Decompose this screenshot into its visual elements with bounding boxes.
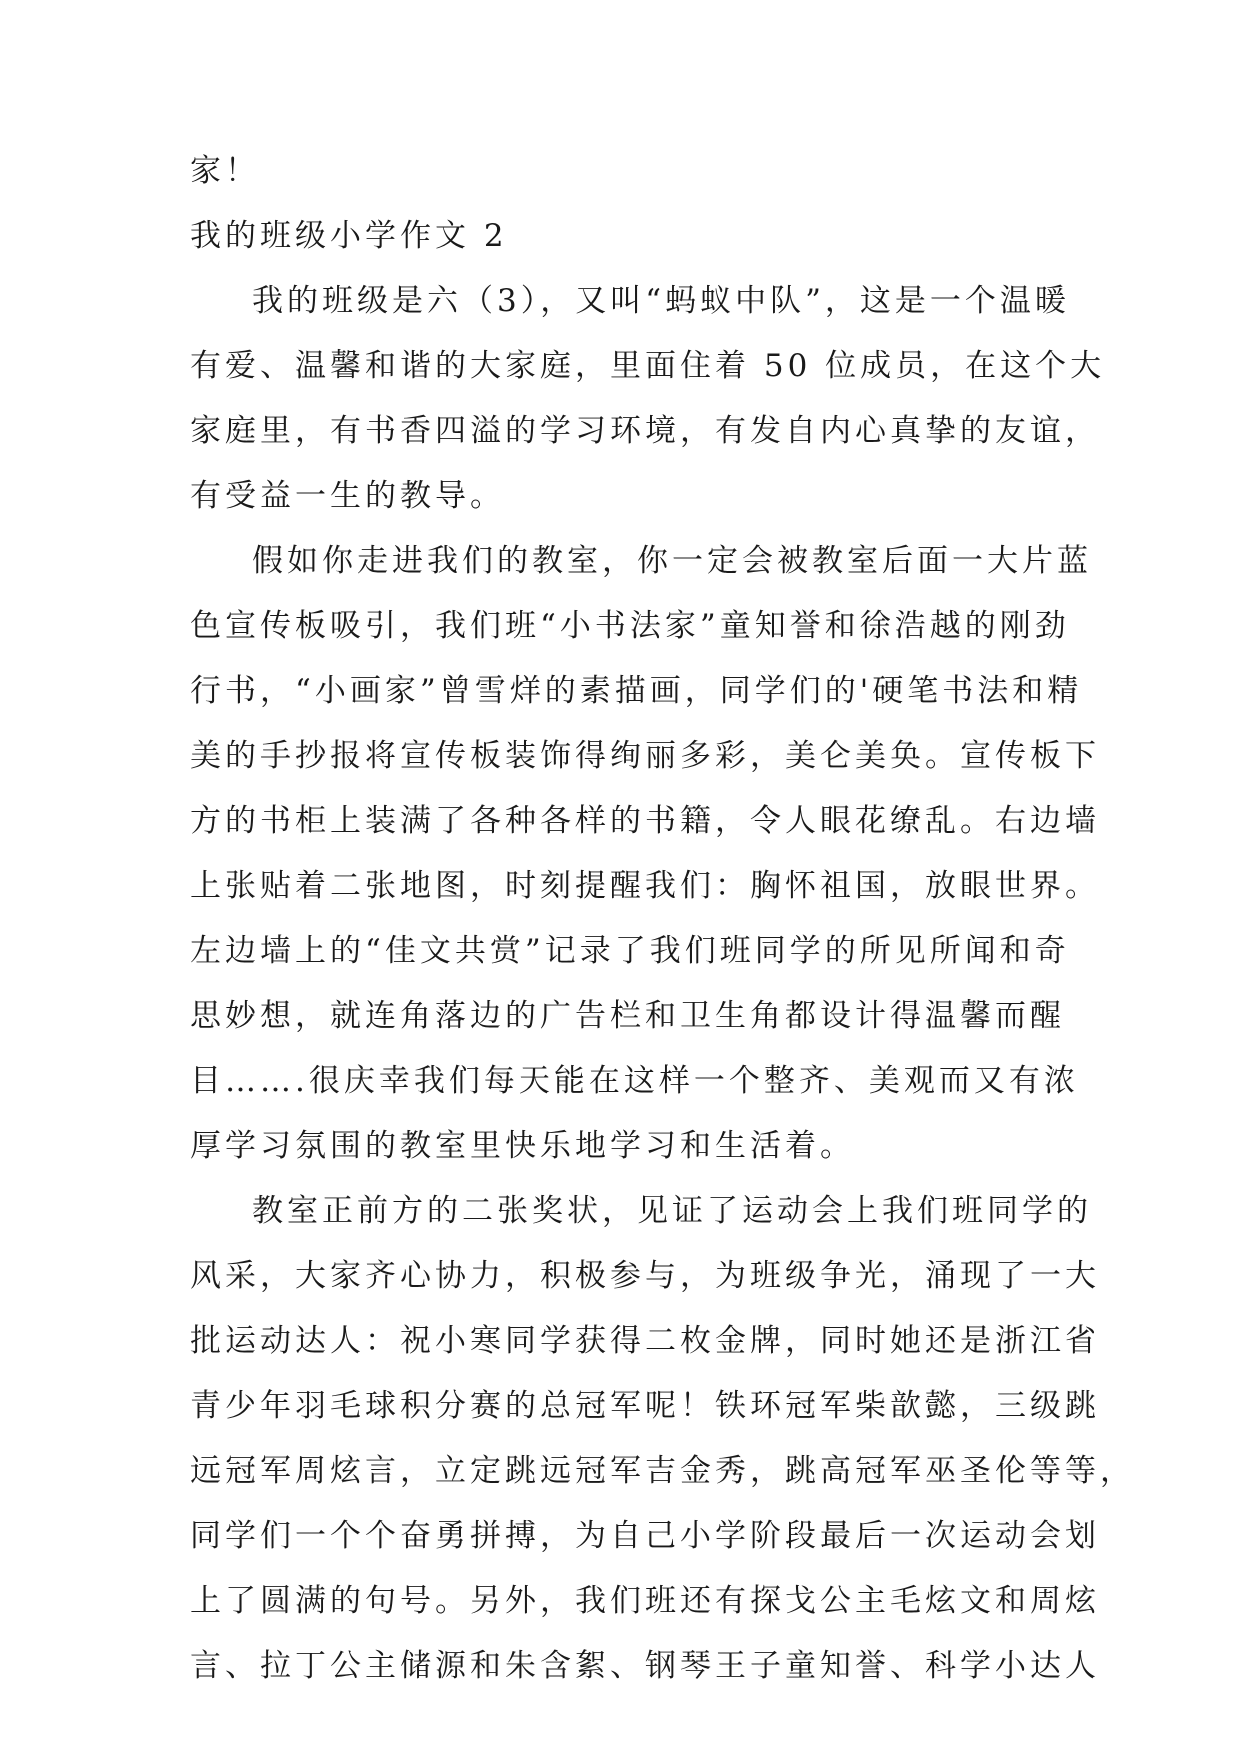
paragraph-line: 色宣传板吸引，我们班“小书法家”童知誉和徐浩越的刚劲 bbox=[190, 608, 1070, 644]
paragraph-line: 言、拉丁公主储源和朱含絮、钢琴王子童知誉、科学小达人 bbox=[190, 1648, 1100, 1684]
paragraph-line: 同学们一个个奋勇拼搏，为自己小学阶段最后一次运动会划 bbox=[190, 1518, 1100, 1554]
paragraph-line: 方的书柜上装满了各种各样的书籍，令人眼花缭乱。右边墙 bbox=[190, 803, 1100, 839]
paragraph-line: 教室正前方的二张奖状，见证了运动会上我们班同学的 bbox=[252, 1193, 1092, 1229]
paragraph-line: 批运动达人：祝小寒同学获得二枚金牌，同时她还是浙江省 bbox=[190, 1323, 1100, 1359]
paragraph-line: 思妙想，就连角落边的广告栏和卫生角都设计得温馨而醒 bbox=[190, 998, 1065, 1034]
paragraph-line: 风采，大家齐心协力，积极参与，为班级争光，涌现了一大 bbox=[190, 1258, 1100, 1294]
paragraph-line: 厚学习氛围的教室里快乐地学习和生活着。 bbox=[190, 1128, 855, 1164]
paragraph-line: 远冠军周炫言，立定跳远冠军吉金秀，跳高冠军巫圣伦等等， bbox=[190, 1453, 1135, 1489]
paragraph-line: 家庭里，有书香四溢的学习环境，有发自内心真挚的友谊， bbox=[190, 413, 1100, 449]
paragraph-line: 有受益一生的教导。 bbox=[190, 478, 505, 514]
text-line: 家！ bbox=[190, 153, 260, 189]
paragraph-line: 左边墙上的“佳文共赏”记录了我们班同学的所见所闻和奇 bbox=[190, 933, 1070, 969]
paragraph-line: 上了圆满的句号。另外，我们班还有探戈公主毛炫文和周炫 bbox=[190, 1583, 1100, 1619]
essay-heading: 我的班级小学作文 2 bbox=[190, 218, 508, 254]
paragraph-line: 行书，“小画家”曾雪烊的素描画，同学们的'硬笔书法和精 bbox=[190, 673, 1083, 709]
paragraph-line: 青少年羽毛球积分赛的总冠军呢！铁环冠军柴歆懿，三级跳 bbox=[190, 1388, 1100, 1424]
paragraph-line: 我的班级是六（3），又叫“蚂蚁中队”，这是一个温暖 bbox=[252, 283, 1070, 319]
paragraph-line: 有爱、温馨和谐的大家庭，里面住着 50 位成员，在这个大 bbox=[190, 348, 1106, 384]
paragraph-line: 目…….很庆幸我们每天能在这样一个整齐、美观而又有浓 bbox=[190, 1063, 1079, 1099]
paragraph-line: 美的手抄报将宣传板装饰得绚丽多彩，美仑美奂。宣传板下 bbox=[190, 738, 1100, 774]
paragraph-line: 上张贴着二张地图，时刻提醒我们：胸怀祖国，放眼世界。 bbox=[190, 868, 1100, 904]
paragraph-line: 假如你走进我们的教室，你一定会被教室后面一大片蓝 bbox=[252, 543, 1092, 579]
